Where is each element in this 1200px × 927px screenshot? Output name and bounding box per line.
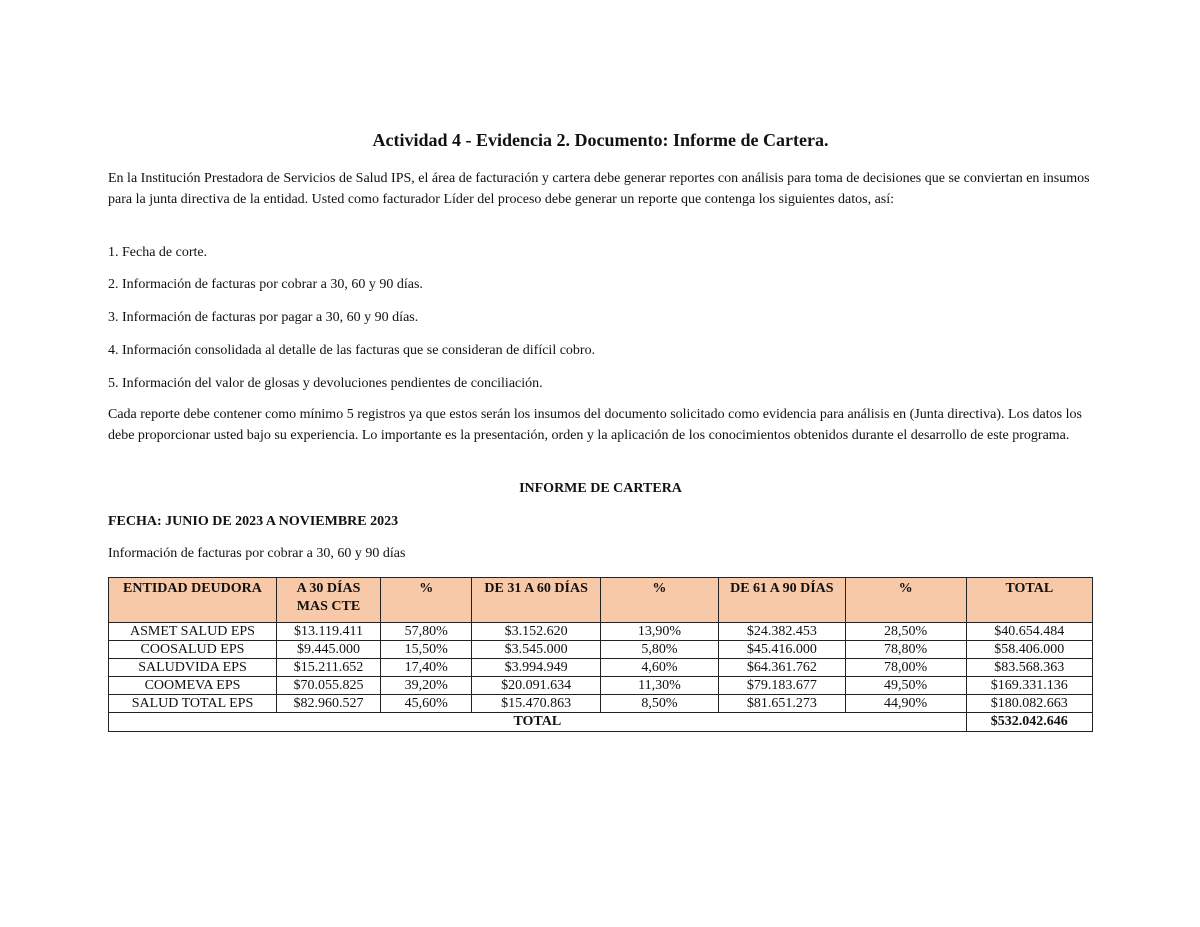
header-total: TOTAL bbox=[966, 578, 1092, 623]
cell-30-dias: $13.119.411 bbox=[276, 623, 380, 641]
cell-30-dias: $70.055.825 bbox=[276, 677, 380, 695]
cell-percent: 57,80% bbox=[381, 623, 472, 641]
header-percent: % bbox=[845, 578, 966, 623]
cartera-table bbox=[108, 577, 1093, 732]
cell-percent: 5,80% bbox=[600, 641, 718, 659]
table-header-row bbox=[109, 578, 1093, 623]
cell-entidad: SALUD TOTAL EPS bbox=[109, 695, 277, 713]
cell-total: $58.406.000 bbox=[966, 641, 1092, 659]
cell-entidad: COOSALUD EPS bbox=[109, 641, 277, 659]
list-item: 3. Información de facturas por pagar a 30, 60 y 90 días. bbox=[108, 310, 419, 325]
table-caption: Información de facturas por cobrar a 30, 60 y 90 días bbox=[108, 546, 406, 561]
header-entidad: ENTIDAD DEUDORA bbox=[109, 578, 277, 623]
cell-90-dias: $81.651.273 bbox=[719, 695, 846, 713]
report-date: FECHA: JUNIO DE 2023 A NOVIEMBRE 2023 bbox=[108, 514, 399, 529]
cell-90-dias: $24.382.453 bbox=[719, 623, 846, 641]
document-title: Actividad 4 - Evidencia 2. Documento: Informe de Cartera. bbox=[372, 130, 829, 150]
report-title: INFORME DE CARTERA bbox=[519, 481, 682, 496]
cell-entidad: SALUDVIDA EPS bbox=[109, 659, 277, 677]
cell-percent: 39,20% bbox=[381, 677, 472, 695]
cell-percent: 78,00% bbox=[845, 659, 966, 677]
cell-30-dias: $82.960.527 bbox=[276, 695, 380, 713]
cell-90-dias: $79.183.677 bbox=[719, 677, 846, 695]
cell-total: $83.568.363 bbox=[966, 659, 1092, 677]
cell-total: $40.654.484 bbox=[966, 623, 1092, 641]
cell-percent: 13,90% bbox=[600, 623, 718, 641]
cell-60-dias: $3.994.949 bbox=[472, 659, 600, 677]
header-percent: % bbox=[381, 578, 472, 623]
closing-paragraph: Cada reporte debe contener como mínimo 5 registros ya que estos serán los insumos del documento solicitado como evidencia para análisis en (Junta directiva). Los datos los debe proporcionar usted bajo su experiencia. Lo importante es la presentación, orden y la aplicación de los conocimientos obtenidos durante el desarrollo de este programa. bbox=[108, 407, 1082, 444]
cell-percent: 17,40% bbox=[381, 659, 472, 677]
table-row bbox=[109, 641, 1093, 659]
header-90-dias: DE 61 A 90 DÍAS bbox=[719, 578, 846, 623]
header-30-dias: A 30 DÍAS MAS CTE bbox=[276, 578, 380, 623]
list-item: 2. Información de facturas por cobrar a 30, 60 y 90 días. bbox=[108, 277, 423, 292]
cell-entidad: COOMEVA EPS bbox=[109, 677, 277, 695]
table-row bbox=[109, 659, 1093, 677]
cell-percent: 11,30% bbox=[600, 677, 718, 695]
grand-total-value: $532.042.646 bbox=[966, 713, 1092, 732]
cell-percent: 49,50% bbox=[845, 677, 966, 695]
cell-60-dias: $20.091.634 bbox=[472, 677, 600, 695]
cell-percent: 28,50% bbox=[845, 623, 966, 641]
list-item: 1. Fecha de corte. bbox=[108, 245, 208, 260]
cell-total: $180.082.663 bbox=[966, 695, 1092, 713]
cell-90-dias: $64.361.762 bbox=[719, 659, 846, 677]
cell-30-dias: $9.445.000 bbox=[276, 641, 380, 659]
intro-paragraph: En la Institución Prestadora de Servicios de Salud IPS, el área de facturación y cartera debe generar reportes con análisis para toma de decisiones que se conviertan en insumos para la junta directiva de la entidad. Usted como facturador Líder del proceso debe generar un reporte que contenga los siguientes datos, así: bbox=[108, 171, 1090, 208]
cell-percent: 78,80% bbox=[845, 641, 966, 659]
cell-percent: 8,50% bbox=[600, 695, 718, 713]
cell-90-dias: $45.416.000 bbox=[719, 641, 846, 659]
cell-percent: 15,50% bbox=[381, 641, 472, 659]
table-row bbox=[109, 623, 1093, 641]
cell-60-dias: $3.152.620 bbox=[472, 623, 600, 641]
cell-60-dias: $3.545.000 bbox=[472, 641, 600, 659]
cell-percent: 44,90% bbox=[845, 695, 966, 713]
cell-entidad: ASMET SALUD EPS bbox=[109, 623, 277, 641]
table-total-row bbox=[109, 713, 1093, 732]
cell-30-dias: $15.211.652 bbox=[276, 659, 380, 677]
header-60-dias: DE 31 A 60 DÍAS bbox=[472, 578, 600, 623]
cell-percent: 45,60% bbox=[381, 695, 472, 713]
total-label: TOTAL bbox=[109, 713, 967, 732]
cell-percent: 4,60% bbox=[600, 659, 718, 677]
table-row bbox=[109, 695, 1093, 713]
cell-total: $169.331.136 bbox=[966, 677, 1092, 695]
header-percent: % bbox=[600, 578, 718, 623]
list-item: 5. Información del valor de glosas y devoluciones pendientes de conciliación. bbox=[108, 376, 543, 391]
table-row bbox=[109, 677, 1093, 695]
list-item: 4. Información consolidada al detalle de las facturas que se consideran de difícil cobro. bbox=[108, 343, 596, 358]
cell-60-dias: $15.470.863 bbox=[472, 695, 600, 713]
